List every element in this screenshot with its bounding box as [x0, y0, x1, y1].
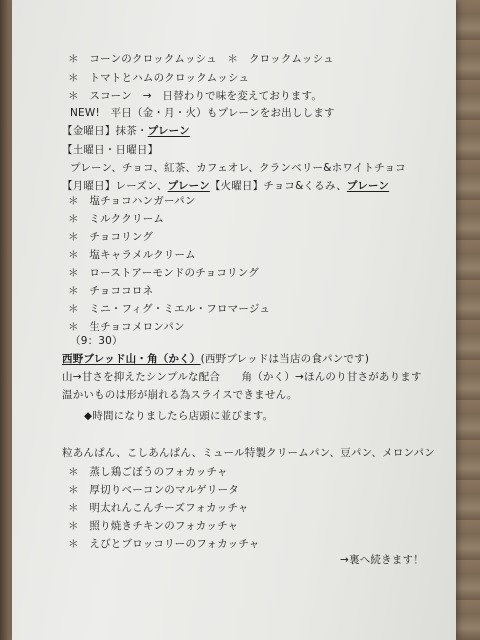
monday-tuesday-line [62, 179, 389, 193]
friday-item-plain: プレーン [147, 125, 190, 137]
continue-note: →裏へ続きます！ [340, 554, 424, 566]
list-item: ＊ ローストアーモンドのチョコリング [68, 267, 259, 279]
list-item: ＊ 明太れんこんチーズフォカッチャ [68, 502, 249, 514]
tuesday-item-plain: プレーン [346, 180, 390, 192]
menu-line-croque: ＊ コーンのクロックムッシュ ＊ クロックムッシュ [68, 53, 334, 65]
list-item: ＊ 塩キャラメルクリーム [68, 249, 196, 261]
menu-sheet [12, 0, 456, 640]
monday-item-plain: プレーン [167, 180, 210, 192]
menu-line-tomato-ham: ＊ トマトとハムのクロックムッシュ [68, 72, 250, 84]
bread-title-line [62, 352, 369, 366]
list-item: ＊ チョココロネ [68, 285, 154, 297]
friday-item-matcha: 抹茶・ [115, 125, 148, 137]
menu-line-new-plain: NEW! 平日（金・月・火）もプレーンをお出しします [70, 107, 335, 119]
list-item: ＊ えびとブロッコリーのフォカッチャ [68, 538, 260, 550]
list-item: ＊ 厚切りベーコンのマルゲリータ [68, 484, 239, 496]
list-item: ＊ 蒸し鶏ごぼうのフォカッチャ [68, 466, 228, 478]
saturday-sunday-items: プレーン、チョコ、紅茶、カフェオレ、クランベリー&ホワイトチョコ [70, 162, 406, 174]
list-item: ＊ ミニ・フィグ・ミエル・フロマージュ [68, 303, 271, 315]
bread-time: （9：30） [70, 335, 123, 347]
list-item: ＊ 生チョコメロンパン [68, 321, 185, 333]
list-item: ＊ ミルククリーム [68, 213, 165, 225]
menu-line-scone: ＊ スコーン → 日替わりで味を変えております。 [68, 90, 323, 102]
bread-title-note: (西野ブレッドは当店の食パンです) [200, 353, 370, 365]
tuesday-item-choco-walnut: チョコ&くるみ、 [263, 180, 347, 192]
friday-label: 【金曜日】 [62, 125, 116, 137]
display-notice: ◆時間になりましたら店頭に並びます。 [84, 410, 274, 422]
bread-title: 西野ブレッド山・角（かく） [62, 353, 201, 365]
buns-header: 粒あんぱん、こしあんぱん、ミュール特製クリームパン、豆パン、メロンパン [62, 447, 435, 459]
monday-label: 【月曜日】 [62, 180, 116, 192]
list-item: ＊ 塩チョコハンガーパン [68, 195, 196, 207]
list-item: ＊ 照り焼きチキンのフォカッチャ [68, 520, 239, 532]
list-item: ＊ チョコリング [68, 231, 154, 243]
tuesday-label: 【火曜日】 [209, 180, 264, 192]
friday-line [62, 124, 190, 138]
bread-description: 山→甘さを抑えたシンプルな配合 角（かく）→ほんのり甘さがあります [62, 371, 422, 383]
monday-item-raisin: レーズン、 [115, 180, 168, 192]
bread-slice-note: 温かいものは形が崩れる為スライスできません。 [62, 389, 298, 401]
saturday-sunday-label: 【土曜日・日曜日】 [62, 144, 159, 156]
